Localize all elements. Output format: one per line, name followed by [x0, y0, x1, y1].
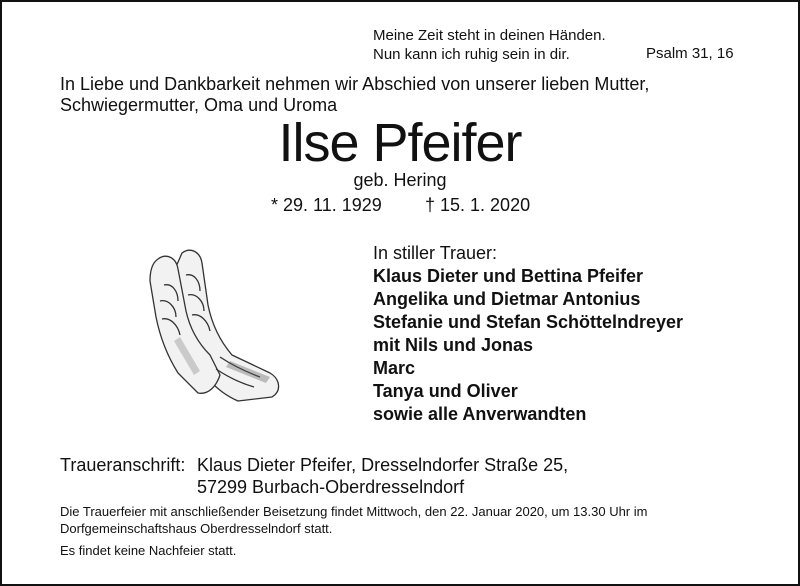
maiden-name: geb. Hering [353, 170, 447, 190]
praying-hands-icon [120, 245, 290, 405]
deceased-name: Ilse Pfeifer [278, 113, 522, 173]
mourner-item: Marc [373, 358, 416, 378]
intro-text: In Liebe und Dankbarkeit nehmen wir Abschied von unserer lieben Mutter, Schwiegermutter, Oma und Uroma [60, 74, 650, 115]
mourner-item: Stefanie und Stefan Schöttelndreyer [373, 312, 684, 332]
motto-line-2: Nun kann ich ruhig sein in dir. [373, 46, 570, 63]
mourner-item: Angelika und Dietmar Antonius [373, 289, 641, 309]
mourning-label: In stiller Trauer: [373, 243, 498, 263]
death-date: † 15. 1. 2020 [425, 195, 531, 215]
mourner-item: mit Nils und Jonas [373, 335, 534, 355]
address-line-1: Klaus Dieter Pfeifer, Dresselndorfer Straße 25, [197, 455, 569, 475]
no-reception-notice: Es findet keine Nachfeier statt. [60, 543, 237, 558]
address-line-2: 57299 Burbach-Oberdresselndorf [197, 477, 465, 497]
mourner-list [373, 265, 683, 426]
address-label: Traueranschrift: [60, 455, 186, 475]
mourner-item: Klaus Dieter und Bettina Pfeifer [373, 266, 644, 286]
birth-date: * 29. 11. 1929 [271, 195, 382, 215]
motto-line-1: Meine Zeit steht in deinen Händen. [373, 27, 606, 44]
mourner-item: sowie alle Anverwandten [373, 404, 587, 424]
mourner-item: Tanya und Oliver [373, 381, 518, 401]
ceremony-notice: Die Trauerfeier mit anschließender Beisetzung findet Mittwoch, den 22. Januar 2020, um 13.30 Uhr im Dorfgemeinschaftshaus Oberdresselndorf statt. [60, 504, 648, 536]
psalm-reference: Psalm 31, 16 [646, 45, 734, 62]
